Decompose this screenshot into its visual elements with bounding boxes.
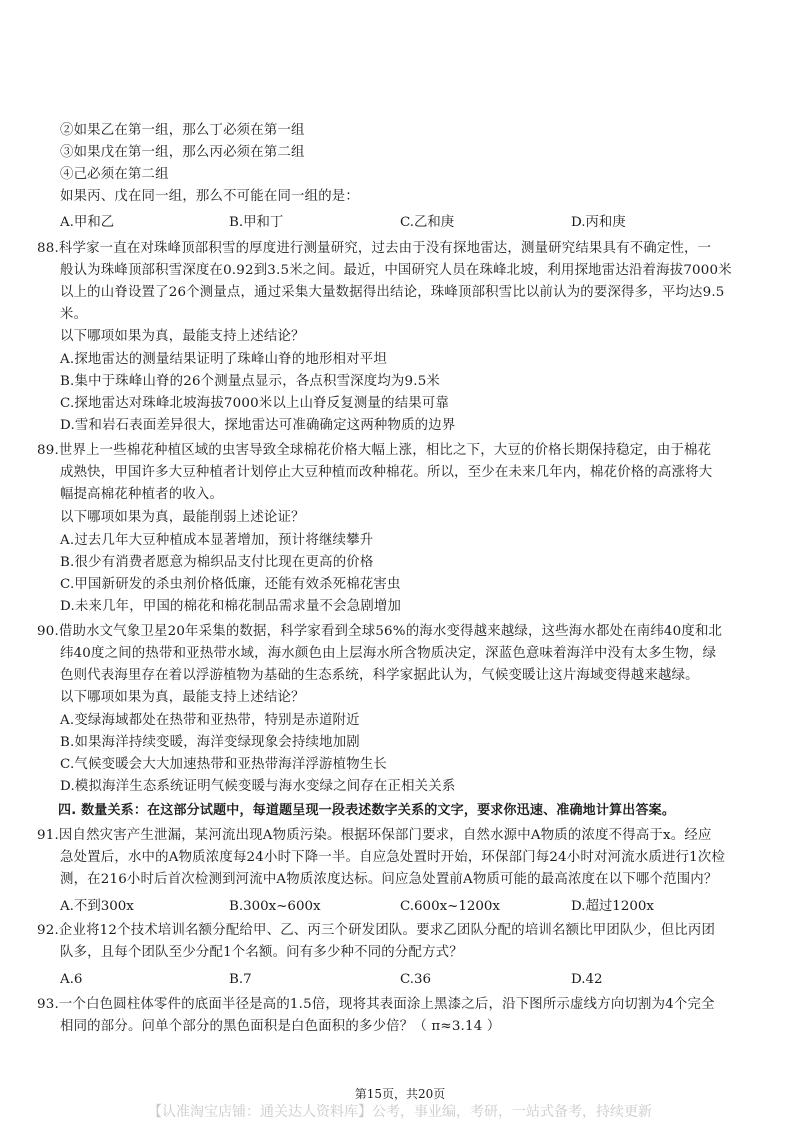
q93-stem-line: 相同的部分。问单个部分的黑色面积是白色面积的多少倍？（ π≈3.14 ） <box>60 1019 501 1034</box>
q92-option-c: C.36 <box>400 972 432 987</box>
q92-option-d: D.42 <box>571 972 603 987</box>
q89-stem-line: 89.世界上一些棉花种植区域的虫害导致全球棉花价格大幅上涨，相比之下，大豆的价格长期保持稳定，由于棉花 <box>37 443 712 458</box>
q87-option-d: D.丙和庚 <box>571 215 626 230</box>
condition-3: ③如果戊在第一组，那么丙必须在第二组 <box>60 145 305 160</box>
q88-option-c: C.探地雷达对珠峰北坡海拔7000米以上山脊反复测量的结果可靠 <box>60 396 450 411</box>
q91-option-d: D.超过1200x <box>571 899 654 914</box>
q91-stem-line: 测，在216小时后首次检测到河流中A物质浓度达标。问应急处置前A物质可能的最高浓度在以下哪个范围内？ <box>60 872 718 887</box>
condition-4: ④己必须在第二组 <box>60 167 169 182</box>
q88-option-b: B.集中于珠峰山脊的26个测量点显示，各点积雪深度均为9.5米 <box>60 374 441 389</box>
section-heading: 四. 数量关系：在这部分试题中，每道题呈现一段表述数字关系的文字，要求你迅速、准确地计算出答案。 <box>58 803 676 818</box>
q88-option-a: A.探地雷达的测量结果证明了珠峰山脊的地形相对平坦 <box>60 352 387 367</box>
q89-option-d: D.未来几年，甲国的棉花和棉花制品需求量不会急剧增加 <box>60 599 402 614</box>
q90-option-d: D.模拟海洋生态系统证明气候变暖与海水变绿之间存在正相关关系 <box>60 779 456 794</box>
q93-stem-line: 93.一个白色圆柱体零件的底面半径是高的1.5倍，现将其表面涂上黑漆之后，沿下图所示虚线方向切割为4个完全 <box>37 997 715 1012</box>
q88-question: 以下哪项如果为真，最能支持上述结论？ <box>60 329 305 344</box>
q90-stem-line: 色则代表海里存在着以浮游植物为基础的生态系统，科学家据此认为，气候变暖让这片海域变得越来越绿。 <box>60 668 699 683</box>
q91-option-c: C.600x~1200x <box>400 899 500 914</box>
q87-option-b: B.甲和丁 <box>229 215 284 230</box>
q87-option-c: C.乙和庚 <box>400 215 455 230</box>
q90-option-b: B.如果海洋持续变暖，海洋变绿现象会持续地加剧 <box>60 735 360 750</box>
q89-option-b: B.很少有消费者愿意为棉织品支付比现在更高的价格 <box>60 555 374 570</box>
q92-option-a: A.6 <box>60 972 83 987</box>
q91-stem-line: 91.因自然灾害产生泄漏，某河流出现A物质污染。根据环保部门要求，自然水源中A物质的浓度不得高于x。经应 <box>37 828 712 843</box>
watermark-text: 【认准淘宝店铺：通关达人资料库】公考，事业编，考研，一站式备考，持续更新 <box>148 1104 652 1120</box>
q89-option-c: C.甲国新研发的杀虫剂价格低廉，还能有效杀死棉花害虫 <box>60 577 401 592</box>
q91-stem-line: 急处置后，水中的A物质浓度每24小时下降一半。自应急处置时开始，环保部门每24小时对河流水质进行1次检 <box>60 850 726 865</box>
q89-question: 以下哪项如果为真，最能削弱上述论证？ <box>60 510 305 525</box>
q90-question: 以下哪项如果为真，最能支持上述结论？ <box>60 690 305 705</box>
q90-option-c: C.气候变暖会大大加速热带和亚热带海洋浮游植物生长 <box>60 757 388 772</box>
q90-stem-line: 90.借助水文气象卫星20年采集的数据，科学家看到全球56%的海水变得越来越绿，这些海水都处在南纬40度和北 <box>37 624 723 639</box>
q91-option-a: A.不到300x <box>60 899 134 914</box>
q92-stem-line: 92.企业将12个技术培训名额分配给甲、乙、丙三个研发团队。要求乙团队分配的培训名额比甲团队少，但比丙团 <box>37 923 716 938</box>
condition-2: ②如果乙在第一组，那么丁必须在第一组 <box>60 123 305 138</box>
q87-question: 如果丙、戊在同一组，那么不可能在同一组的是： <box>60 189 359 204</box>
q92-option-b: B.7 <box>229 972 252 987</box>
q87-option-a: A.甲和乙 <box>60 215 115 230</box>
q88-option-d: D.雪和岩石表面差异很大，探地雷达可准确确定这两种物质的边界 <box>60 418 456 433</box>
q92-stem-line: 队多，且每个团队至少分配1个名额。问有多少种不同的分配方式？ <box>60 945 463 960</box>
page-number: 第15页，共20页 <box>354 1087 446 1101</box>
q90-stem-line: 纬40度之间的热带和亚热带水域，海水颜色由上层海水所含物质决定，深蓝色意味着海洋中没有太多生物，绿 <box>60 646 717 661</box>
q88-stem-line: 88.科学家一直在对珠峰顶部积雪的厚度进行测量研究，过去由于没有探地雷达，测量研究结果具有不确定性，一 <box>37 241 712 256</box>
q89-option-a: A.过去几年大豆种植成本显著增加，预计将继续攀升 <box>60 533 374 548</box>
q90-option-a: A.变绿海域都处在热带和亚热带，特别是赤道附近 <box>60 713 360 728</box>
q91-option-b: B.300x~600x <box>229 899 321 914</box>
q89-stem-line: 成熟快，甲国许多大豆种植者计划停止大豆种植而改种棉花。所以，至少在未来几年内，棉花价格的高涨将大 <box>60 465 713 480</box>
q89-stem-line: 幅提高棉花种植者的收入。 <box>60 487 224 502</box>
q88-stem-line: 以上的山脊设置了26个测量点，通过采集大量数据得出结论，珠峰顶部积雪比以前认为的要深得多，平均达9.5 <box>60 285 725 300</box>
q88-stem-line: 般认为珠峰顶部积雪深度在0.92到3.5米之间。最近，中国研究人员在珠峰北坡，利用探地雷达沿着海拔7000米 <box>60 263 732 278</box>
q88-stem-line: 米。 <box>60 307 88 322</box>
